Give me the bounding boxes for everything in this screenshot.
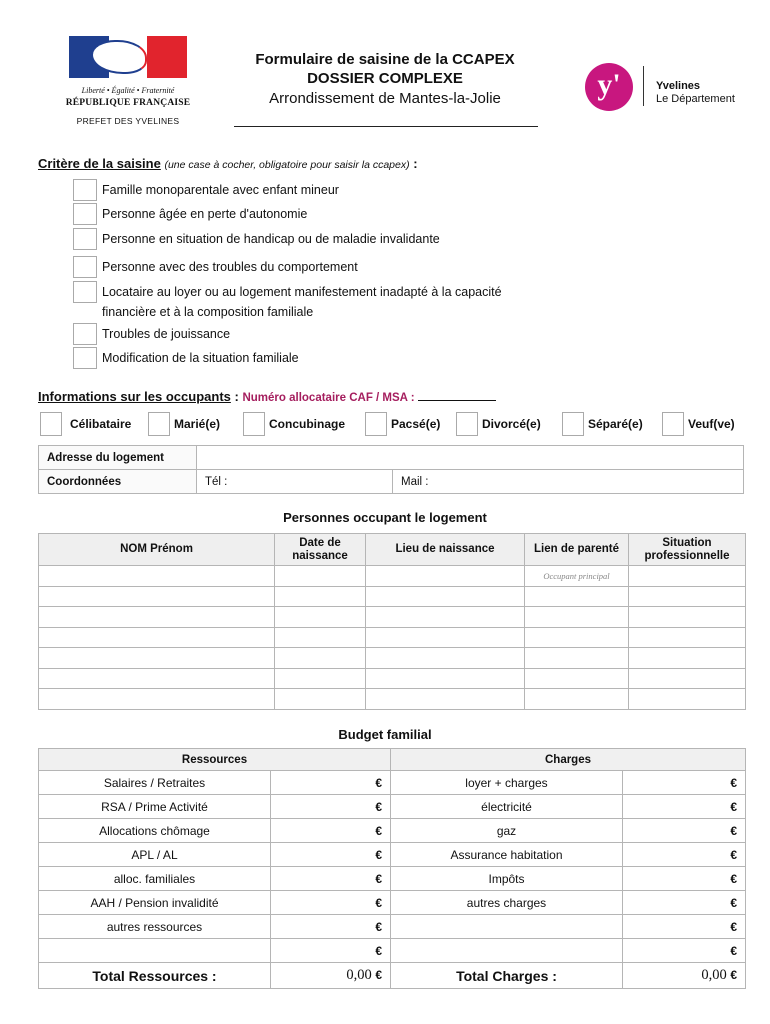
yvelines-logo-icon: y' — [585, 63, 633, 111]
checkbox[interactable] — [148, 412, 170, 436]
occupants-title: Informations sur les occupants — [38, 389, 231, 404]
critere-label-continuation: financière et à la composition familiale — [102, 305, 314, 319]
charge-label: autres charges — [391, 891, 623, 915]
republic-motto: Liberté • Égalité • Fraternité — [81, 86, 175, 95]
persons-table — [38, 533, 746, 710]
resource-amount[interactable]: € — [271, 771, 391, 795]
checkbox[interactable] — [562, 412, 584, 436]
charge-amount[interactable]: € — [623, 795, 746, 819]
critere-option-7[interactable] — [73, 346, 299, 370]
resources-header: Ressources — [39, 749, 391, 771]
critere-heading: Critère de la saisine (une case à cocher, obligatoire pour saisir la ccapex) : — [38, 156, 418, 171]
table-row — [39, 566, 746, 587]
checkbox[interactable] — [73, 228, 97, 250]
checkbox[interactable] — [365, 412, 387, 436]
table-row — [39, 771, 746, 795]
resource-label: autres ressources — [39, 915, 271, 939]
charge-label: gaz — [391, 819, 623, 843]
charge-amount[interactable]: € — [623, 867, 746, 891]
address-label: Adresse du logement — [39, 446, 197, 470]
occupant-principal-hint[interactable]: Occupant principal — [525, 566, 629, 587]
status-marie[interactable]: Marié(e) — [148, 412, 220, 436]
resource-label: AAH / Pension invalidité — [39, 891, 271, 915]
form-title — [232, 50, 538, 110]
resource-label: Allocations chômage — [39, 819, 271, 843]
table-row — [39, 607, 746, 628]
table-row — [39, 795, 746, 819]
resource-amount[interactable]: € — [271, 915, 391, 939]
resource-amount[interactable]: € — [271, 843, 391, 867]
critere-option-6[interactable] — [73, 322, 230, 346]
status-veuf[interactable]: Veuf(ve) — [662, 412, 735, 436]
charge-amount[interactable]: € — [623, 843, 746, 867]
prefecture-logo — [58, 36, 198, 126]
charge-amount[interactable]: € — [623, 891, 746, 915]
critere-label: Locataire au loyer ou au logement manifestement inadapté à la capacité — [102, 285, 502, 299]
checkbox[interactable] — [73, 179, 97, 201]
charge-amount[interactable]: € — [623, 771, 746, 795]
title-divider — [234, 126, 538, 127]
resource-label: Salaires / Retraites — [39, 771, 271, 795]
resource-label: APL / AL — [39, 843, 271, 867]
checkbox[interactable] — [662, 412, 684, 436]
col-date-naissance: Date de naissance — [275, 534, 366, 566]
resource-amount[interactable]: € — [271, 795, 391, 819]
table-row — [39, 843, 746, 867]
critere-option-3[interactable] — [73, 227, 440, 251]
status-celibataire[interactable]: Célibataire — [40, 412, 131, 436]
critere-option-4[interactable] — [73, 255, 358, 279]
title-line-2: DOSSIER COMPLEXE — [307, 70, 463, 87]
charge-label: Assurance habitation — [391, 843, 623, 867]
table-row — [39, 819, 746, 843]
department-name — [656, 80, 735, 106]
title-line-1: Formulaire de saisine de la CCAPEX — [255, 51, 515, 68]
table-row — [39, 627, 746, 648]
table-row — [39, 648, 746, 669]
status-pacse[interactable]: Pacsé(e) — [365, 412, 440, 436]
critere-note: (une case à cocher, obligatoire pour saisir la ccapex) — [164, 159, 410, 171]
charges-header: Charges — [391, 749, 746, 771]
address-table — [38, 445, 744, 494]
checkbox[interactable] — [73, 203, 97, 225]
resource-amount[interactable]: € — [271, 939, 391, 963]
total-resources-label: Total Ressources : — [39, 963, 271, 989]
charge-label: Impôts — [391, 867, 623, 891]
charge-label: loyer + charges — [391, 771, 623, 795]
caf-label: Numéro allocataire CAF / MSA : — [242, 392, 415, 404]
title-line-3: Arrondissement de Mantes-la-Jolie — [269, 90, 501, 107]
critere-label: Modification de la situation familiale — [102, 351, 299, 365]
critere-label: Personne âgée en perte d'autonomie — [102, 207, 308, 221]
critere-label: Troubles de jouissance — [102, 327, 231, 341]
charge-amount[interactable]: € — [623, 819, 746, 843]
prefet-label: PREFET DES YVELINES — [76, 116, 180, 126]
table-row — [39, 668, 746, 689]
critere-option-1[interactable] — [73, 178, 339, 202]
checkbox[interactable] — [40, 412, 62, 436]
status-concubinage[interactable]: Concubinage — [243, 412, 345, 436]
address-field[interactable] — [197, 446, 744, 470]
critere-label: Personne avec des troubles du comportement — [102, 260, 358, 274]
resource-amount[interactable]: € — [271, 819, 391, 843]
charge-amount[interactable]: € — [623, 939, 746, 963]
total-charges-value: 0,00 € — [623, 963, 746, 989]
checkbox[interactable] — [73, 323, 97, 345]
table-row — [39, 689, 746, 710]
checkbox[interactable] — [73, 256, 97, 278]
total-resources-value: 0,00 € — [271, 963, 391, 989]
marianne-flag-icon — [69, 36, 187, 78]
critere-label: Personne en situation de handicap ou de maladie invalidante — [102, 232, 440, 246]
status-divorce[interactable]: Divorcé(e) — [456, 412, 541, 436]
col-lieu-naissance: Lieu de naissance — [366, 534, 525, 566]
critere-option-2[interactable] — [73, 202, 307, 226]
resource-label: alloc. familiales — [39, 867, 271, 891]
total-charges-label: Total Charges : — [391, 963, 623, 989]
resource-amount[interactable]: € — [271, 867, 391, 891]
resource-amount[interactable]: € — [271, 891, 391, 915]
resource-label[interactable] — [39, 939, 271, 963]
critere-option-5[interactable] — [73, 280, 502, 304]
table-row — [39, 915, 746, 939]
table-row — [39, 867, 746, 891]
persons-title: Personnes occupant le logement — [283, 510, 487, 525]
charge-label: électricité — [391, 795, 623, 819]
col-lien-parente: Lien de parenté — [525, 534, 629, 566]
resource-label: RSA / Prime Activité — [39, 795, 271, 819]
critere-label: Famille monoparentale avec enfant mineur — [102, 183, 339, 197]
table-row — [39, 586, 746, 607]
checkbox[interactable] — [73, 347, 97, 369]
status-separe[interactable]: Séparé(e) — [562, 412, 643, 436]
checkbox[interactable] — [243, 412, 265, 436]
coordinates-label: Coordonnées — [39, 470, 197, 494]
budget-table — [38, 748, 746, 989]
checkbox[interactable] — [456, 412, 478, 436]
occupants-heading: Informations sur les occupants : Numéro allocataire CAF / MSA : — [38, 389, 496, 404]
dept-subtitle: Le Département — [656, 93, 735, 105]
critere-title: Critère de la saisine — [38, 156, 161, 171]
republique-francaise: RÉPUBLIQUE FRANÇAISE — [65, 98, 191, 108]
budget-title: Budget familial — [338, 727, 432, 742]
dept-name: Yvelines — [656, 80, 701, 92]
checkbox[interactable] — [73, 281, 97, 303]
charge-label[interactable] — [391, 915, 623, 939]
col-nom: NOM Prénom — [39, 534, 275, 566]
charge-amount[interactable]: € — [623, 915, 746, 939]
logo-divider — [643, 66, 644, 106]
charge-label[interactable] — [391, 939, 623, 963]
caf-number-field[interactable] — [418, 400, 496, 401]
totals-row — [39, 963, 746, 989]
table-row — [39, 891, 746, 915]
col-situation-pro: Situation professionnelle — [629, 534, 746, 566]
phone-field[interactable]: Tél : — [197, 470, 393, 494]
table-row — [39, 939, 746, 963]
mail-field[interactable]: Mail : — [393, 470, 744, 494]
marital-status-row — [40, 412, 744, 436]
